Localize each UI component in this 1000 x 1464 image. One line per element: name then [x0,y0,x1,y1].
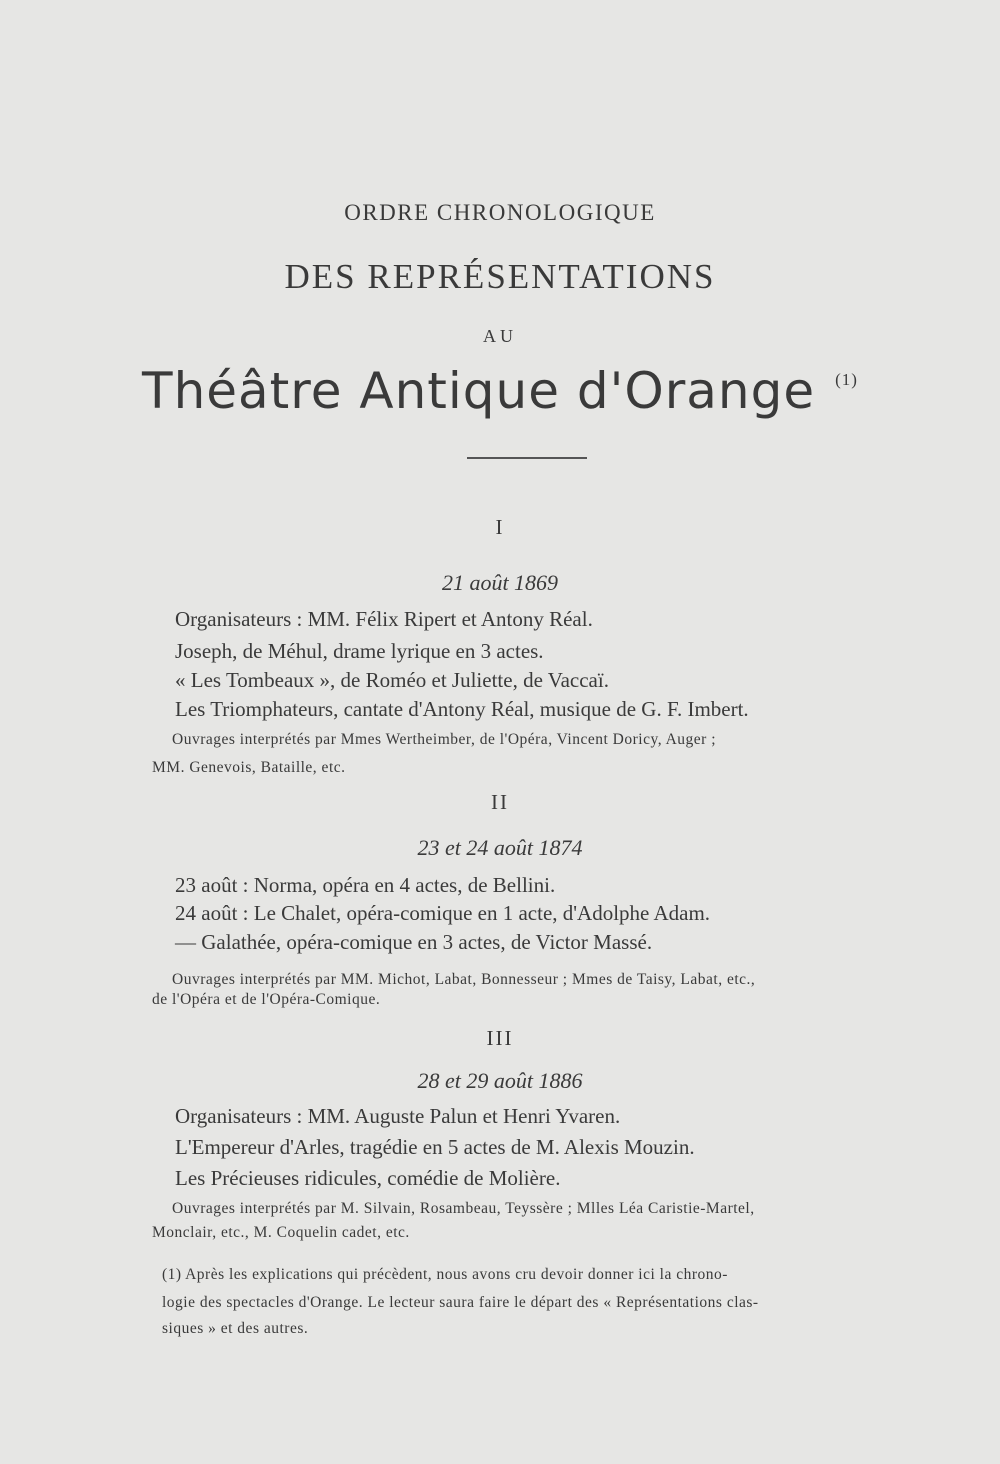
section-numeral-3: III [486,1026,514,1050]
section-3-credits: Ouvrages interprétés par M. Silvain, Rosambeau, Teyssère ; Mlles Léa Caristie-Martel, [172,1200,755,1217]
footnote-ref: (1) [835,370,858,389]
section-numeral-2: II [491,790,509,814]
section-date-3: 28 et 29 août 1886 [417,1068,583,1093]
title-line-3: AU [483,326,517,346]
footnote-line: siques » et des autres. [162,1320,309,1337]
title-divider [467,457,587,459]
section-3-credits: Monclair, etc., M. Coquelin cadet, etc. [152,1224,410,1241]
page-title [0,362,1000,420]
section-1-credits: Ouvrages interprétés par Mmes Wertheimber, de l'Opéra, Vincent Doricy, Auger ; [172,731,717,748]
section-2-line: 23 août : Norma, opéra en 4 actes, de Bellini. [175,873,556,897]
title-line-2: DES REPRÉSENTATIONS [284,257,716,296]
section-2-line: — Galathée, opéra-comique en 3 actes, de Victor Massé. [175,930,653,954]
section-1-line: Organisateurs : MM. Félix Ripert et Antony Réal. [175,607,593,631]
section-3-line: Les Précieuses ridicules, comédie de Molière. [175,1166,561,1190]
section-date-1: 21 août 1869 [441,570,559,595]
section-1-line: Les Triomphateurs, cantate d'Antony Réal, musique de G. F. Imbert. [175,697,749,721]
section-2-line: 24 août : Le Chalet, opéra-comique en 1 acte, d'Adolphe Adam. [175,901,711,925]
title-line-1: ORDRE CHRONOLOGIQUE [344,200,656,225]
footnote-line: logie des spectacles d'Orange. Le lecteur saura faire le départ des « Représentations clas- [162,1294,759,1311]
section-1-line: Joseph, de Méhul, drame lyrique en 3 actes. [175,639,544,663]
section-date-2: 23 et 24 août 1874 [417,835,583,860]
section-3-line: Organisateurs : MM. Auguste Palun et Henri Yvaren. [175,1104,621,1128]
section-numeral-1: I [495,515,505,539]
section-1-credits: MM. Genevois, Bataille, etc. [152,759,346,776]
page-title-text: Théâtre Antique d'Orange [142,362,816,420]
section-1-line: « Les Tombeaux », de Roméo et Juliette, de Vaccaï. [175,668,609,692]
footnote-line: (1) Après les explications qui précèdent, nous avons cru devoir donner ici la chrono- [162,1266,728,1283]
section-2-credits: Ouvrages interprétés par MM. Michot, Labat, Bonnesseur ; Mmes de Taisy, Labat, etc., [172,971,756,988]
section-2-credits: de l'Opéra et de l'Opéra-Comique. [152,991,381,1008]
section-3-line: L'Empereur d'Arles, tragédie en 5 actes de M. Alexis Mouzin. [175,1135,695,1159]
